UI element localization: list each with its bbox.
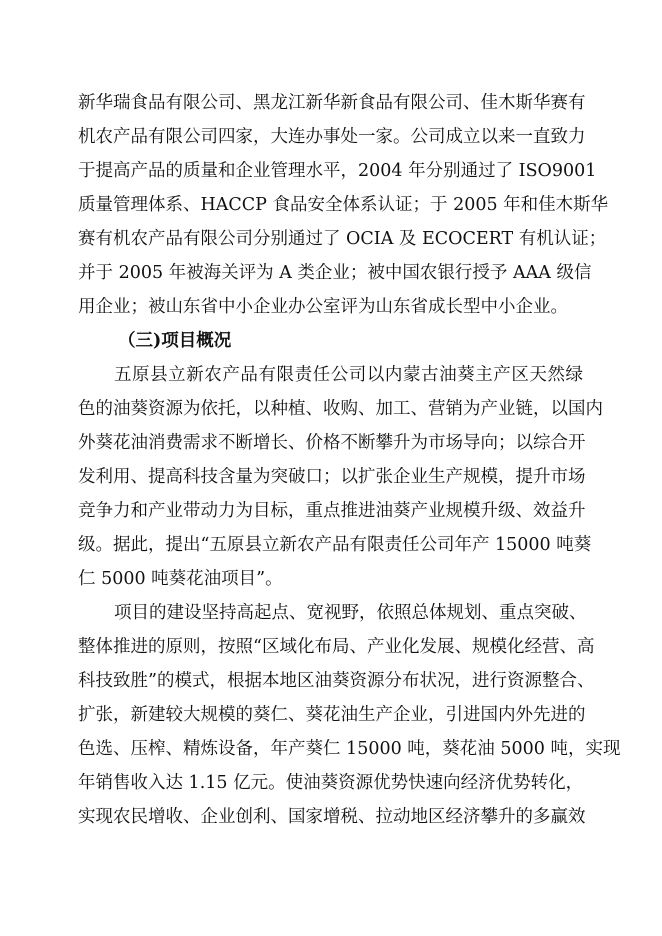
paragraph3-line-2: 整体推进的原则，按照“区域化布局、产业化发展、规模化经营、高: [78, 637, 595, 657]
paragraph3-line-4: 扩张，新建较大规模的葵仁、葵花油生产企业，引进国内外先进的: [78, 705, 586, 725]
paragraph3-line-7: 实现农民增收、企业创利、国家增税、拉动地区经济攀升的多赢效: [78, 807, 586, 827]
paragraph2-line-6: 级。据此，提出“五原县立新农产品有限责任公司年产 15000 吨葵: [78, 535, 592, 555]
paragraph1-line-5: 赛有机农产品有限公司分别通过了 OCIA 及 ECOCERT 有机认证；: [78, 229, 607, 249]
paragraph3-line-3: 科技致胜”的模式，根据本地区油葵资源分布状况，进行资源整合、: [78, 671, 595, 691]
paragraph3-line-5: 色选、压榨、精炼设备，年产葵仁 15000 吨，葵花油 5000 吨，实现: [78, 739, 621, 759]
paragraph1-line-6: 并于 2005 年被海关评为 A 类企业；被中国农银行授予 AAA 级信: [78, 263, 592, 283]
paragraph1-line-1: 新华瑞食品有限公司、黑龙江新华新食品有限公司、佳木斯华赛有: [78, 93, 586, 113]
paragraph2-line-4: 发利用、提高科技含量为突破口；以扩张企业生产规模，提升市场: [78, 467, 586, 487]
paragraph3-line-6: 年销售收入达 1.15 亿元。使油葵资源优势快速向经济优势转化，: [78, 773, 584, 793]
paragraph1-line-2: 机农产品有限公司四家，大连办事处一家。公司成立以来一直致力: [78, 127, 586, 147]
section-heading: （三)项目概况: [118, 331, 232, 351]
paragraph2-line-1: 五原县立新农产品有限责任公司以内蒙古油葵主产区天然绿: [114, 365, 583, 385]
paragraph2-line-3: 外葵花油消费需求不断增长、价格不断攀升为市场导向；以综合开: [78, 433, 586, 453]
paragraph3-line-1: 项目的建设坚持高起点、宽视野，依照总体规划、重点突破、: [114, 603, 587, 623]
paragraph2-line-5: 竞争力和产业带动力为目标，重点推进油葵产业规模升级、效益升: [78, 501, 586, 521]
paragraph1-line-3: 于提高产品的质量和企业管理水平，2004 年分别通过了 ISO9001: [78, 161, 597, 181]
paragraph1-line-7: 用企业；被山东省中小企业办公室评为山东省成长型中小企业。: [78, 297, 568, 317]
paragraph2-line-7: 仁 5000 吨葵花油项目”。: [78, 569, 283, 589]
paragraph1-line-4: 质量管理体系、HACCP 食品安全体系认证；于 2005 年和佳木斯华: [78, 195, 609, 215]
paragraph2-line-2: 色的油葵资源为依托，以种植、收购、加工、营销为产业链，以国内: [78, 399, 603, 419]
